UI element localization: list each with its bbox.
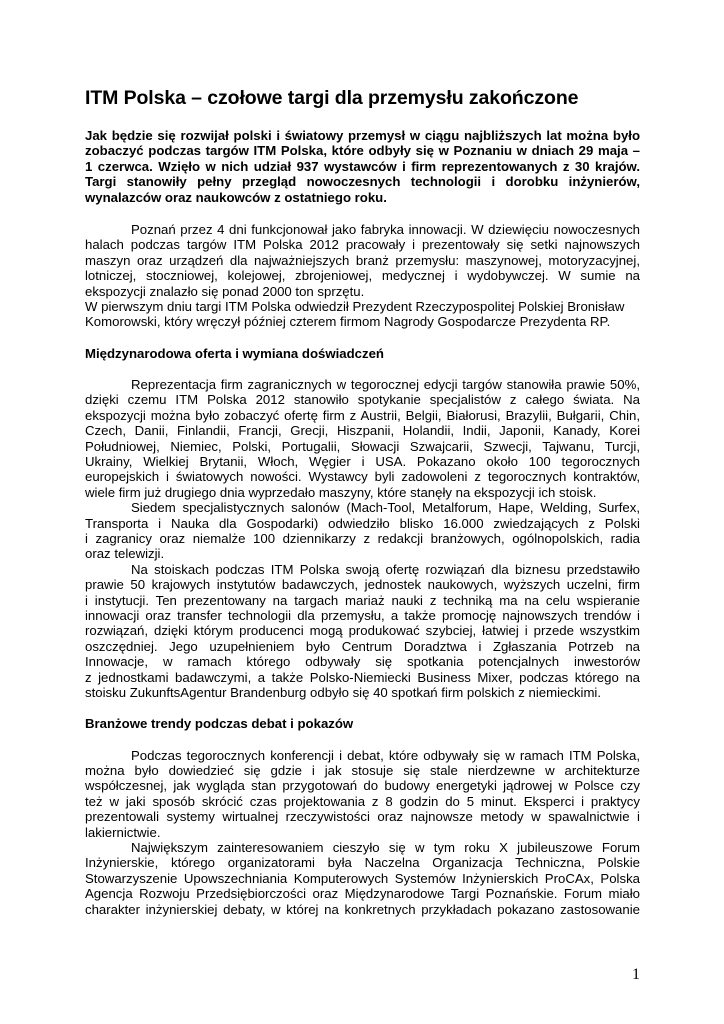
body-line: W pierwszym dniu targi ITM Polska odwiedził Prezydent Rzeczypospolitej Polskiej Bronisław: [85, 298, 625, 314]
body-line: ekspozycji można było zobaczyć ofertę firm z Austrii, Belgii, Białorusi, Brazylii, Bułgarii, Chin,: [85, 407, 640, 423]
body-line: prawie 50 krajowych instytutów badawczych, jednostek naukowych, wyższych uczelni, firm: [85, 577, 640, 593]
body-line: też w jaki sposób skrócić czas projektowania z 8 godzin do 5 minut. Eksperci i praktycy: [85, 793, 640, 809]
body-line: Innowacje, w ramach którego odbywały się spotkania potencjalnych inwestorów: [85, 654, 640, 670]
body-line: Stowarzyszenie Upowszechniania Komputerowych Systemów Inżynierskich ProCAx, Polska: [85, 870, 640, 886]
body-line: ekspozycji znalazło się ponad 2000 ton sprzętu.: [85, 283, 365, 299]
body-line: innowacji oraz transfer technologii dla przemysłu, a także promocję najnowszych trendów i: [85, 607, 640, 623]
body-line: Siedem specjalistycznych salonów (Mach-Tool, Metalforum, Hape, Welding, Surfex,: [131, 500, 640, 516]
section-heading-trends: Branżowe trendy podczas debat i pokazów: [85, 716, 354, 732]
body-line: i zagranicy oraz niemalże 100 dziennikarzy z redakcji branżowych, ogólnopolskich, radia: [85, 531, 640, 546]
body-line: lakiernictwie.: [85, 824, 161, 840]
body-line: europejskich i światowych nowości. Wystawcy byli zadowoleni z tegorocznych kontraktów,: [85, 469, 640, 485]
body-line: halach podczas targów ITM Polska 2012 pracowały i prezentowały się setki najnowszych: [85, 237, 640, 253]
lead-paragraph: [85, 128, 640, 205]
body-line: lotniczej, stoczniowej, kolejowej, zbrojeniowej, medycznej i wydobywczej. W sumie na: [85, 268, 640, 284]
section-body-international: [85, 377, 640, 700]
body-line: oraz telewizji.: [85, 546, 165, 562]
body-line: Inżynierskie, którego organizatorami była Naczelna Organizacja Techniczna, Polskie: [85, 855, 640, 871]
body-line: można było dowiedzieć się gdzie i jak stosuje się stale nierdzewne w architekturze: [85, 763, 640, 779]
body-line: oszczędniej. Jego uzupełnieniem było Centrum Doradztwa i Zgłaszania Potrzeb na: [85, 638, 640, 654]
body-line: z jednostkami badawczymi, a także Polsko-Niemiecki Business Mixer, podczas którego na: [85, 669, 640, 685]
body-line: dzięki czemu ITM Polska 2012 stanowiło spotykanie specjalistów z całego świata. Na: [85, 392, 640, 408]
body-line: Transporta i Nauka dla Gospodarki) odwiedziło blisko 16.000 zwiedzających z Polski: [85, 515, 640, 531]
lead-line: Targi stanowiły pełny przegląd nowoczesnych technologii i dorobku inżynierów,: [85, 174, 640, 190]
body-line: Południowej, Niemiec, Polski, Portugalii, Słowacji Szwajcarii, Szwecji, Tajwanu, Turcji,: [85, 438, 640, 454]
page-number: 1: [632, 966, 640, 983]
lead-line: zobaczyć podczas targów ITM Polska, które odbyły się w Poznaniu w dniach 29 maja –: [85, 143, 640, 159]
lead-line: wynalazców oraz naukowców z ostatniego roku.: [85, 189, 387, 205]
body-line: charakter inżynierskiej debaty, w której na konkretnych przykładach pokazano zastosowanie: [85, 901, 640, 917]
body-line: Ukrainy, Wielkiej Brytanii, Włoch, Węgier i USA. Pokazano około 100 tegorocznych: [85, 454, 640, 470]
article: [85, 86, 640, 917]
body-line: Komorowski, który wręczył później czterem firmom Nagrody Gospodarcze Prezydenta RP.: [85, 314, 611, 330]
body-line: stoisku ZukunftsAgentur Brandenburg odbyło się 40 spotkań firm polskich z niemieckimi.: [85, 684, 602, 700]
body-line: Reprezentacja firm zagranicznych w tegorocznej edycji targów stanowiła prawie 50%,: [131, 377, 640, 393]
section-body-trends: [85, 748, 640, 917]
body-line: Największym zainteresowaniem cieszyło się w tym roku X jubileuszowe Forum: [131, 840, 640, 856]
body-line: wiele firm już drugiego dnia wyprzedało maszyny, które stanęły na ekspozycji ich stoisk.: [85, 484, 597, 500]
body-line: Poznań przez 4 dni funkcjonował jako fabryka innowacji. W dziewięciu nowoczesnych: [131, 221, 640, 237]
intro-paragraph: [85, 222, 640, 330]
body-line: Agencja Rozwoju Przedsiębiorczości oraz Międzynarodowe Targi Poznańskie. Forum miało: [85, 886, 640, 902]
body-line: współczesnej, jak wygląda stan przygotowań do budowy energetyki jądrowej w Polsce czy: [85, 778, 640, 794]
lead-line: 1 czerwca. Wzięło w nich udział 937 wystawców i firm reprezentowanych z 30 krajów.: [85, 158, 640, 174]
body-line: i instytucji. Ten prezentowany na targach mariaż nauki z techniką ma na celu wspieranie: [85, 592, 640, 608]
lead-line: Jak będzie się rozwijał polski i światowy przemysł w ciągu najbliższych lat można było: [85, 128, 640, 143]
body-line: Czech, Danii, Finlandii, Francji, Grecji, Hiszpanii, Holandii, Indii, Japonii, Kanady, Korei: [85, 423, 640, 439]
article-title: ITM Polska – czołowe targi dla przemysłu zakończone: [85, 87, 579, 109]
body-line: Podczas tegorocznych konferencji i debat, które odbywały się w ramach ITM Polska,: [131, 747, 640, 763]
section-heading-international: Międzynarodowa oferta i wymiana doświadczeń: [85, 345, 384, 361]
body-line: maszyn oraz urządzeń dla najważniejszych branż przemysłu: maszynowej, motoryzacyjnej,: [85, 252, 640, 268]
body-line: prezentowali systemy wirtualnej rzeczywistości oraz najnowsze metody w spawalnictwie i: [85, 809, 640, 825]
body-line: Na stoiskach podczas ITM Polska swoją ofertę rozwiązań dla biznesu przedstawiło: [131, 561, 640, 577]
body-line: rozwiązań, dzięki którym producenci mogą produkować szybciej, łatwiej i przede wszystkim: [85, 623, 640, 639]
